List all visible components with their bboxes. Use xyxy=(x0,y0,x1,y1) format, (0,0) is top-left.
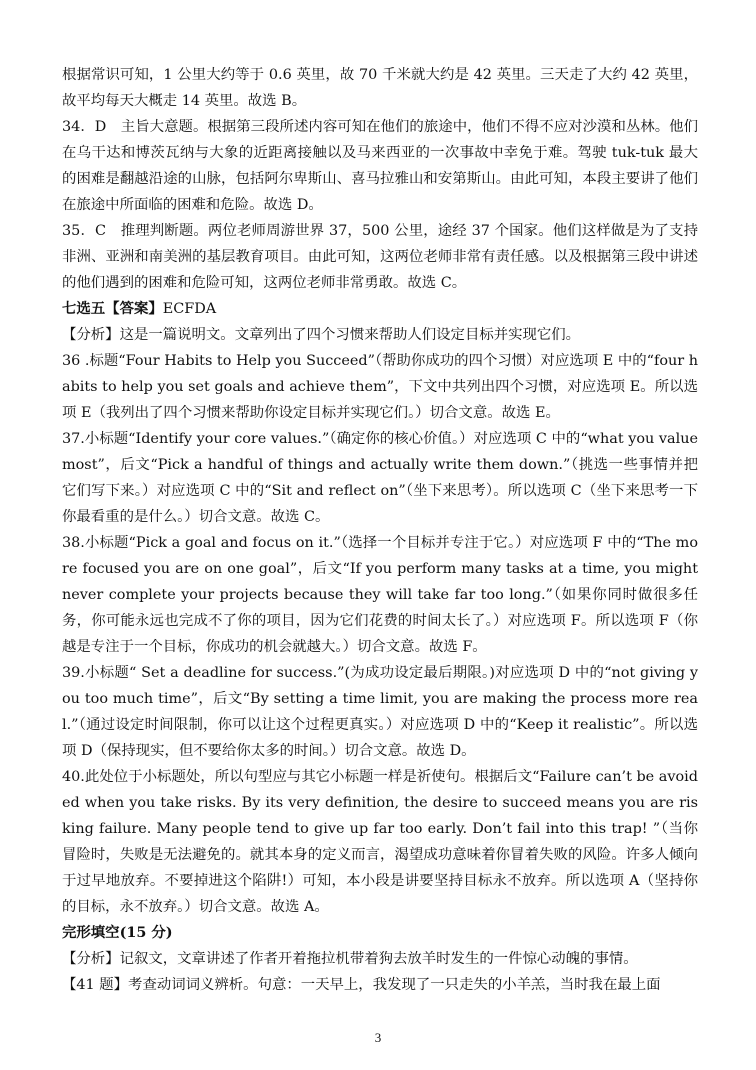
section-heading-cloze xyxy=(62,920,698,946)
page-number: 3 xyxy=(374,1030,382,1045)
paragraph-1: 根据常识可知，1 公里大约等于 0.6 英里，故 70 千米就大约是 42 英里。三天走了大约 42 英里，故平均每天大概走 14 英里。故选 B。 xyxy=(62,67,698,109)
paragraph-cloze-analysis: 【分析】记叙文，文章讲述了作者开着拖拉机带着狗去放羊时发生的一件惊心动魄的事情。 xyxy=(62,951,638,967)
paragraph-q38: 38.小标题“Pick a goal and focus on it.”（选择一个目标并专注于它。）对应选项 F 中的“The more focused you are on one goal”，后文“If you perform many tasks at a time, you might never complete your projects because they will take far too long.”（如果你同时做很多任务，你可能永远也完成不了你的项目，因为它们花费的时间太长了。）对应选项 F。所以选项 F（你越是专注于一个目标，你成功的机会就越大。）切合文意。故选 F。 xyxy=(62,535,698,655)
heading-answer-text: ECFDA xyxy=(162,301,217,317)
paragraph-q34: 34．D 主旨大意题。根据第三段所述内容可知在他们的旅途中，他们不得不应对沙漠和丛林。他们在乌干达和博茨瓦纳与大象的近距离接触以及马来西亚的一次事故中幸免于难。驾驶 tuk-tuk 最大的困难是翻越沿途的山脉，包括阿尔卑斯山、喜马拉雅山和安第斯山。由此可知，本段主要讲了他们在旅途中所面临的困难和危险。故选 D。 xyxy=(62,119,698,213)
paragraph-q35: 35．C 推理判断题。两位老师周游世界 37，500 公里，途经 37 个国家。他们这样做是为了支持非洲、亚洲和南美洲的基层教育项目。由此可知，这两位老师非常有责任感。以及根据第三段中讲述的他们遇到的困难和危险可知，这两位老师非常勇敢。故选 C。 xyxy=(62,223,698,291)
paragraph-q36: 36 .标题“Four Habits to Help you Succeed”（帮助你成功的四个习惯）对应选项 E 中的“four habits to help you set goals and achieve them”，下文中共列出四个习惯，对应选项 E。所以选项 E（我列出了四个习惯来帮助你设定目标并实现它们。）切合文意。故选 E。 xyxy=(62,353,698,421)
heading-bold-text: 完形填空(15 分) xyxy=(62,924,173,941)
paragraph-q41: 【41 题】考查动词词义辨析。句意：一天早上，我发现了一只走失的小羊羔，当时我在最上面 xyxy=(62,977,661,993)
paragraph-q37: 37.小标题“Identify your core values.”（确定你的核心价值。）对应选项 C 中的“what you value most”，后文“Pick a handful of things and actually write them down.”（挑选一些事情并把它们写下来。）对应选项 C 中的“Sit and reflect on”（坐下来思考）。所以选项 C（坐下来思考一下你最看重的是什么。）切合文意。故选 C。 xyxy=(62,431,698,525)
paragraph-q40: 40.此处位于小标题处，所以句型应与其它小标题一样是祈使句。根据后文“Failure can’t be avoided when you take risks. By its very definition, the desire to succeed means you are risking failure. Many people tend to give up far too early. Don’t fail into this trap! ”（当你冒险时，失败是无法避免的。就其本身的定义而言，渴望成功意味着你冒着失败的风险。许多人倾向于过早地放弃。不要掉进这个陷阱!）可知，本小段是讲要坚持目标永不放弃。所以选项 A（坚持你的目标，永不放弃。）切合文意。故选 A。 xyxy=(62,769,698,915)
section-heading-seven-choose-five xyxy=(62,296,698,322)
heading-bold-text: 七选五【答案】 xyxy=(62,300,163,317)
paragraph-q39: 39.小标题“ Set a deadline for success.”(为成功设定最后期限。)对应选项 D 中的“not giving you too much time”，后文“By setting a time limit, you are making the process more real.”（通过设定时间限制，你可以让这个过程更真实。）对应选项 D 中的“Keep it realistic”。所以选项 D（保持现实，但不要给你太多的时间。）切合文意。故选 D。 xyxy=(62,665,698,759)
paragraph-analysis: 【分析】这是一篇说明文。文章列出了四个习惯来帮助人们设定目标并实现它们。 xyxy=(62,327,581,343)
document-body xyxy=(62,62,698,998)
